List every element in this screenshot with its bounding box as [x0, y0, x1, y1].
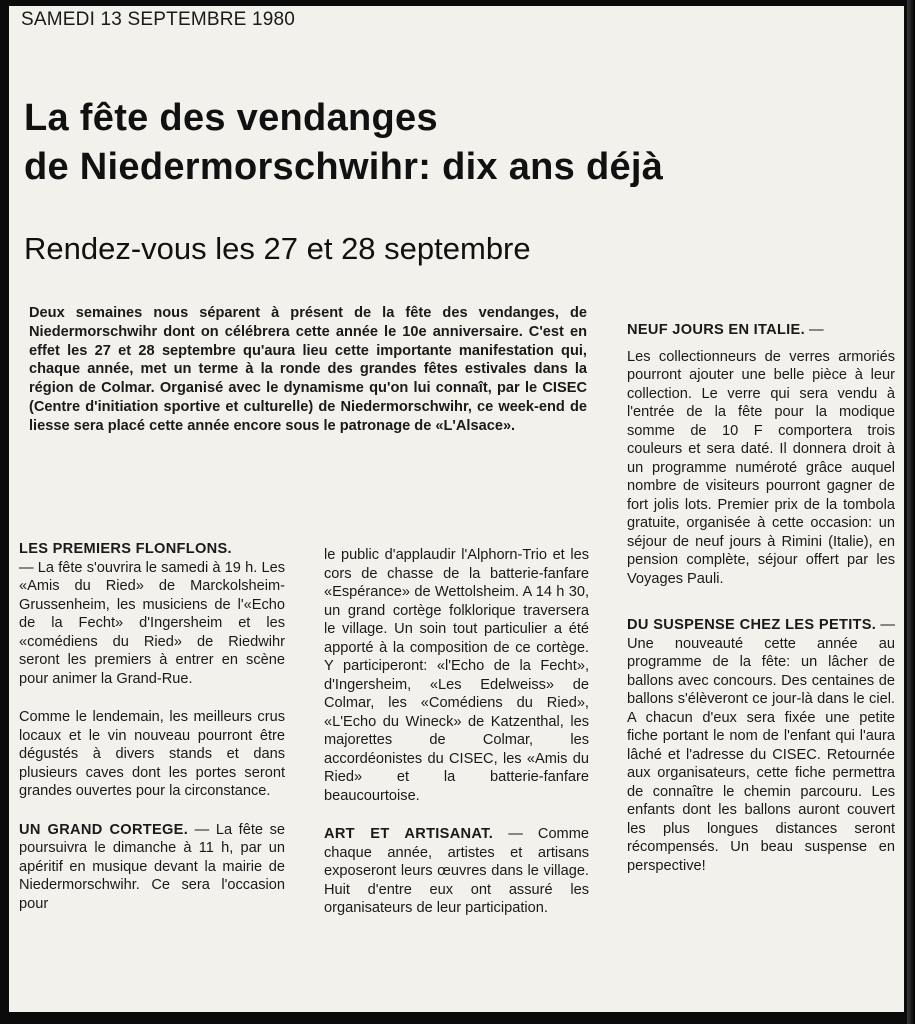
newspaper-clipping — [9, 6, 904, 1012]
section-heading-art-artisanat: ART ET ARTISANAT. — [324, 826, 494, 842]
paragraph-text: — La fête se poursuivra le dimanche à 11 h, par un apéritif en musique devant la mairie de Niedermorschwihr. Ce sera l'occasion pour — [19, 821, 285, 912]
section-heading-premiers-flonflons: LES PREMIERS FLONFLONS. — [19, 541, 232, 557]
headline-line-1: La fête des vendanges — [24, 97, 438, 139]
column-3 — [627, 321, 895, 875]
section-heading-neuf-jours: NEUF JOURS EN ITALIE. — [627, 322, 805, 338]
section-heading-grand-cortege: UN GRAND CORTEGE. — [19, 821, 189, 838]
headline — [24, 94, 663, 192]
section-heading-line — [627, 321, 895, 340]
paragraph — [627, 616, 895, 875]
headline-line-2: de Niedermorschwihr: dix ans déjà — [24, 146, 664, 188]
paragraph-text: — Une nouveauté cette année au programme de la fête: un lâcher de ballons avec concours. Des centaines de ballons s'élèveront ce jour-là dans le ciel. A chacun d'eux sera fixée une petite fiche portant le nom de l'enfant qui l'aura lâché et l'adresse du CISEC. Retournée aux organisateurs, cette fiche permettra de connaître le chemin parcouru. Les enfants dont les ballons auront couvert les plus longues distances seront récompensés. Un beau suspense en perspective! — [627, 617, 895, 874]
column-2 — [324, 546, 589, 918]
lead-paragraph: Deux semaines nous séparent à présent de la fête des vendanges, de Niedermorschwihr dont on célébrera cette année le 10e anniversaire. C'est en effet les 27 et 28 septembre qu'aura lieu cette importante manifestation qui, chaque année, met un terme à la ronde des grandes fêtes estivales dans la région de Colmar. Organisé avec le dynamisme qu'on lui connaît, par le CISEC (Centre d'initiation sportive et culturelle) de Niedermorschwihr, ce week-end de liesse sera placé cette année encore sous le patronage de «L'Alsace». — [29, 305, 587, 434]
heading-dash: — — [804, 322, 824, 338]
dateline: SAMEDI 13 SEPTEMBRE 1980 — [21, 9, 296, 30]
paragraph — [19, 821, 285, 914]
subheadline: Rendez-vous les 27 et 28 septembre — [24, 231, 531, 266]
paragraph: Les collectionneurs de verres armoriés pourront ajouter une belle pièce à leur collection. Le verre qui sera vendu à l'entrée de la fête pour la modique somme de 10 F comportera trois couleurs et sera daté. Il donnera droit à un programme numéroté grâce auquel nombre de visiteurs pourront gagner de fort jolis lots. Premier prix de la tombola gratuite, organisée à cette occasion: un séjour de neuf jours à Rimini (Italie), en pension complète, séjour offert par les Voyages Pauli. — [627, 348, 895, 587]
paragraph — [324, 825, 589, 918]
column-1 — [19, 540, 285, 913]
paragraph: le public d'applaudir l'Alphorn-Trio et les cors de chasse de la batterie-fanfare «Espérance» de Wettolsheim. A 14 h 30, un grand cortège folklorique traversera le village. Un soin tout particulier a été apporté à la composition de ce cortège. Y participeront: «l'Echo de la Fecht», d'Ingersheim, «Les Edelweiss» de Colmar, les «Comédiens du Ried», «L'Echo du Wineck» de Katzenthal, les majorettes de Colmar, les accordéonistes du CISEC, les «Amis du Ried» et la batterie-fanfare beaucourtoise. — [324, 547, 589, 804]
paragraph: — La fête s'ouvrira le samedi à 19 h. Les «Amis du Ried» de Marckolsheim-Grussenheim, les musiciens de l'«Echo de la Fecht» d'Ingersheim et les «comédiens du Ried» de Riedwihr seront les premiers à entrer en scène pour animer la Grand-Rue. — [19, 559, 285, 687]
section-heading-suspense: DU SUSPENSE CHEZ LES PETITS. — [627, 617, 877, 633]
paragraph: Comme le lendemain, les meilleurs crus locaux et le vin nouveau pourront être dégustés à divers stands et dans plusieurs caves dont les portes seront grandes ouvertes pour la circonstance. — [19, 709, 285, 799]
page-shadow — [907, 0, 915, 1024]
paragraph-text: — Comme chaque année, artistes et artisans exposeront leurs œuvres dans le village. Huit d'entre eux ont assuré les organisateurs de leur participation. — [324, 826, 589, 916]
